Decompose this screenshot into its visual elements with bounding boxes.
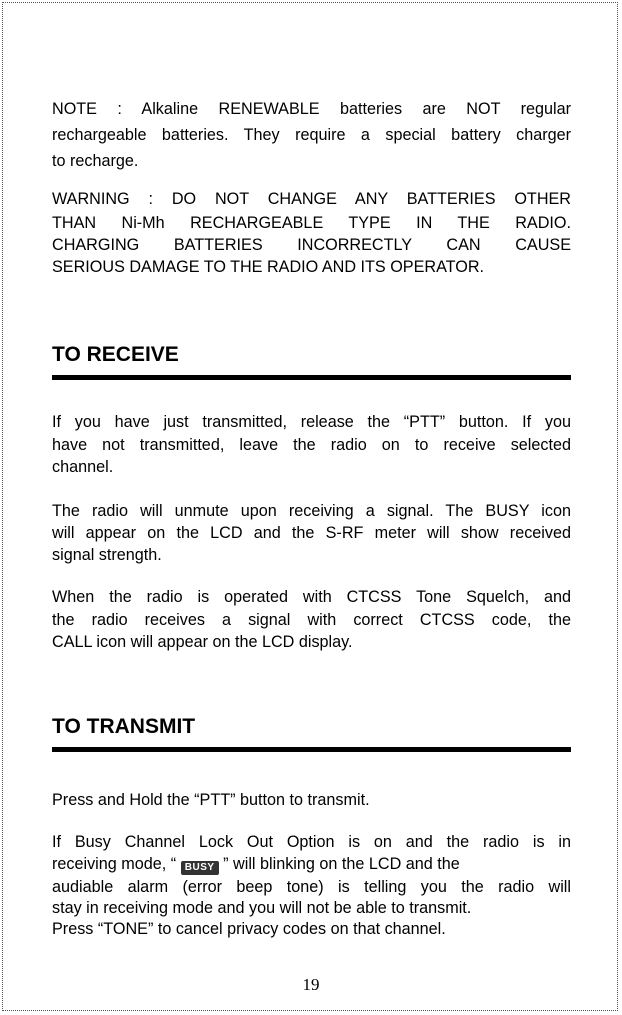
receive-line: channel. [52,458,114,476]
transmit-line [52,855,571,875]
transmit-line-text: ” will blinking on the LCD and the [218,855,460,873]
page-number: 19 [302,975,320,994]
section-heading-transmit: TO TRANSMIT [52,715,196,738]
transmit-line: audiable alarm (error beep tone) is telling you the radio will [52,878,571,896]
receive-line: have not transmitted, leave the radio on to receive selected [52,436,571,454]
receive-line: CALL icon will appear on the LCD display. [52,633,353,651]
note-line: to recharge. [52,152,139,170]
note-line: rechargeable batteries. They require a special battery charger [52,126,571,144]
receive-line: the radio receives a signal with correct CTCSS code, the [52,611,571,629]
section-divider [52,375,571,380]
transmit-paragraph-1: Press and Hold the “PTT” button to transmit. [52,791,370,809]
warning-line: CHARGING BATTERIES INCORRECTLY CAN CAUSE [52,236,571,254]
warning-line: SERIOUS DAMAGE TO THE RADIO AND ITS OPERATOR. [52,258,485,276]
receive-line: signal strength. [52,546,162,564]
note-line: NOTE : Alkaline RENEWABLE batteries are NOT regular [52,100,571,118]
section-heading-receive: TO RECEIVE [52,343,179,366]
transmit-line: If Busy Channel Lock Out Option is on and the radio is in [52,833,571,851]
receive-line: When the radio is operated with CTCSS Tone Squelch, and [52,588,571,606]
warning-line: WARNING : DO NOT CHANGE ANY BATTERIES OTHER [52,190,571,208]
section-divider [52,747,571,752]
transmit-line: Press “TONE” to cancel privacy codes on that channel. [52,920,446,938]
receive-line: If you have just transmitted, release the “PTT” button. If you [52,413,571,431]
transmit-line: stay in receiving mode and you will not be able to transmit. [52,899,472,917]
warning-line: THAN Ni-Mh RECHARGEABLE TYPE IN THE RADIO. [52,214,571,232]
busy-icon: BUSY [181,861,219,875]
receive-line: will appear on the LCD and the S-RF meter will show received [52,524,571,542]
transmit-line-text: receiving mode, “ [52,855,181,873]
receive-line: The radio will unmute upon receiving a signal. The BUSY icon [52,502,571,520]
